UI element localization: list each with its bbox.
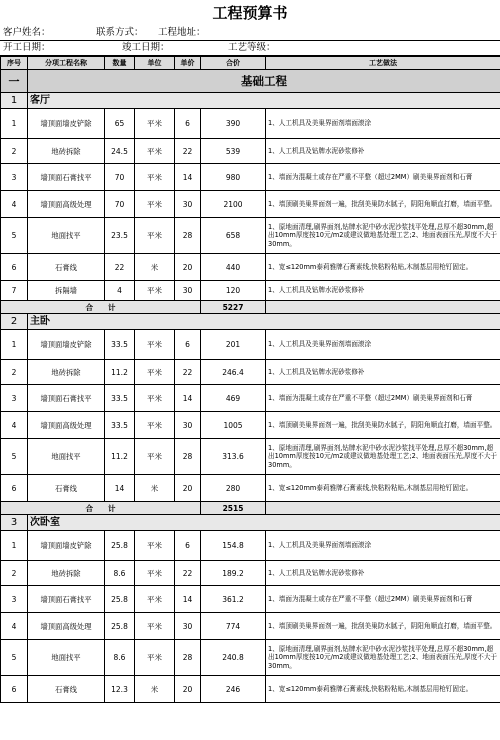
item-total: 280 [201, 475, 266, 502]
item-total: 440 [201, 254, 266, 281]
group-number: 3 [1, 515, 28, 531]
item-unit: 米 [135, 475, 175, 502]
item-total: 240.8 [201, 640, 266, 676]
item-unit: 米 [135, 254, 175, 281]
craft-level-label: 工艺等级： [228, 42, 276, 53]
group-header-row [1, 314, 500, 330]
row-number: 5 [1, 218, 28, 254]
subtotal-label: 合 计 [1, 301, 201, 314]
item-unit-price: 30 [175, 412, 201, 439]
table-row [1, 613, 500, 640]
row-number: 3 [1, 164, 28, 191]
table-row [1, 164, 500, 191]
item-total: 658 [201, 218, 266, 254]
row-number: 1 [1, 109, 28, 139]
item-unit: 平米 [135, 412, 175, 439]
item-name: 地砖拆除 [28, 360, 105, 385]
item-unit-price: 20 [175, 676, 201, 703]
item-unit: 平米 [135, 640, 175, 676]
group-number: 2 [1, 314, 28, 330]
column-header: 合价 [201, 57, 266, 70]
item-quantity: 25.8 [105, 531, 135, 561]
item-unit-price: 6 [175, 330, 201, 360]
item-total: 774 [201, 613, 266, 640]
subtotal-value: 2515 [201, 502, 266, 515]
row-number: 6 [1, 676, 28, 703]
item-quantity: 33.5 [105, 412, 135, 439]
group-name: 次卧室 [28, 515, 500, 531]
item-process: 1、墙面为混凝土或存在严重不平整（超过2MM）刷美巢界面剂和石膏 [266, 385, 500, 412]
item-process: 1、墙面为混凝土或存在严重不平整（超过2MM）刷美巢界面剂和石膏 [266, 586, 500, 613]
address-label: 工程地址： [158, 27, 206, 38]
item-total: 189.2 [201, 561, 266, 586]
item-process: 1、人工机具及钻牌水泥砂浆修补 [266, 561, 500, 586]
item-name: 地砖拆除 [28, 139, 105, 164]
item-name: 墙顶面石膏找平 [28, 586, 105, 613]
item-quantity: 8.6 [105, 561, 135, 586]
item-name: 石膏线 [28, 475, 105, 502]
item-quantity: 33.5 [105, 330, 135, 360]
item-unit-price: 20 [175, 475, 201, 502]
table-row [1, 531, 500, 561]
item-unit-price: 14 [175, 586, 201, 613]
item-name: 墙顶面石膏找平 [28, 385, 105, 412]
item-unit: 平米 [135, 586, 175, 613]
item-unit-price: 22 [175, 360, 201, 385]
row-number: 6 [1, 475, 28, 502]
item-total: 469 [201, 385, 266, 412]
item-unit-price: 22 [175, 139, 201, 164]
table-row [1, 475, 500, 502]
item-name: 拆隔墙 [28, 281, 105, 301]
group-header-row [1, 93, 500, 109]
item-quantity: 33.5 [105, 385, 135, 412]
item-quantity: 70 [105, 191, 135, 218]
section-title: 基础工程 [28, 70, 500, 93]
item-unit: 平米 [135, 439, 175, 475]
item-unit-price: 14 [175, 385, 201, 412]
item-unit-price: 28 [175, 640, 201, 676]
item-unit: 平米 [135, 139, 175, 164]
group-name: 客厅 [28, 93, 500, 109]
item-name: 墙顶面墙皮铲除 [28, 330, 105, 360]
group-name: 主卧 [28, 314, 500, 330]
item-unit: 平米 [135, 281, 175, 301]
item-unit-price: 28 [175, 439, 201, 475]
item-unit: 平米 [135, 218, 175, 254]
row-number: 7 [1, 281, 28, 301]
row-number: 2 [1, 139, 28, 164]
item-total: 2100 [201, 191, 266, 218]
column-header: 工艺做法 [266, 57, 500, 70]
item-quantity: 65 [105, 109, 135, 139]
item-unit-price: 28 [175, 218, 201, 254]
item-total: 539 [201, 139, 266, 164]
table-row [1, 640, 500, 676]
budget-table [0, 56, 500, 703]
table-row [1, 412, 500, 439]
item-quantity: 12.3 [105, 676, 135, 703]
row-number: 5 [1, 640, 28, 676]
item-unit-price: 6 [175, 109, 201, 139]
table-row [1, 191, 500, 218]
item-unit: 平米 [135, 330, 175, 360]
item-total: 1005 [201, 412, 266, 439]
section-row [1, 70, 500, 93]
table-header-row [1, 57, 500, 70]
row-number: 6 [1, 254, 28, 281]
item-process: 1、墙顶刷美巢界面剂一遍，批刮美巢防水腻子，阴阳角顺直打磨，墙面平整。 [266, 191, 500, 218]
item-quantity: 11.2 [105, 360, 135, 385]
row-number: 2 [1, 360, 28, 385]
item-quantity: 23.5 [105, 218, 135, 254]
item-process: 1、人工机具及美巢界面剂墙面滚涂 [266, 109, 500, 139]
item-process: 1、墙面为混凝土或存在严重不平整（超过2MM）刷美巢界面剂和石膏 [266, 164, 500, 191]
contact-label: 联系方式： [96, 27, 144, 38]
table-row [1, 561, 500, 586]
item-quantity: 14 [105, 475, 135, 502]
item-quantity: 25.8 [105, 586, 135, 613]
item-name: 地面找平 [28, 218, 105, 254]
item-process: 1、原地面清理,刷界面剂,钻牌水泥中砂水泥沙浆找平处理,总厚不超30mm,超出10mm厚度按10元/m2或建议做地基处理工艺;2、地面表面压光,厚度不大于30mm。 [266, 218, 500, 254]
table-row [1, 254, 500, 281]
item-quantity: 8.6 [105, 640, 135, 676]
item-name: 石膏线 [28, 676, 105, 703]
info-row-dates [0, 41, 500, 56]
item-name: 墙顶面高级处理 [28, 412, 105, 439]
subtotal-blank [266, 502, 500, 515]
item-quantity: 4 [105, 281, 135, 301]
item-unit: 平米 [135, 385, 175, 412]
info-row-customer [0, 26, 500, 41]
item-unit: 平米 [135, 561, 175, 586]
row-number: 1 [1, 330, 28, 360]
item-quantity: 22 [105, 254, 135, 281]
item-name: 墙顶面高级处理 [28, 191, 105, 218]
subtotal-row [1, 301, 500, 314]
item-process: 1、人工机具及美巢界面剂墙面滚涂 [266, 531, 500, 561]
item-unit-price: 30 [175, 191, 201, 218]
table-row [1, 439, 500, 475]
item-total: 390 [201, 109, 266, 139]
item-total: 120 [201, 281, 266, 301]
page-title: 工程预算书 [212, 4, 288, 22]
row-number: 2 [1, 561, 28, 586]
item-unit-price: 20 [175, 254, 201, 281]
section-number: 一 [1, 70, 28, 93]
item-unit-price: 30 [175, 613, 201, 640]
item-total: 361.2 [201, 586, 266, 613]
table-row [1, 281, 500, 301]
item-process: 1、原地面清理,刷界面剂,钻牌水泥中砂水泥沙浆找平处理,总厚不超30mm,超出10mm厚度按10元/m2或建议做地基处理工艺;2、地面表面压光,厚度不大于30mm。 [266, 439, 500, 475]
column-header: 单价 [175, 57, 201, 70]
item-process: 1、墙顶刷美巢界面剂一遍，批刮美巢防水腻子，阴阳角顺直打磨，墙面平整。 [266, 412, 500, 439]
table-row [1, 385, 500, 412]
item-unit: 平米 [135, 109, 175, 139]
item-total: 980 [201, 164, 266, 191]
table-row [1, 218, 500, 254]
table-row [1, 360, 500, 385]
item-unit-price: 30 [175, 281, 201, 301]
item-unit: 米 [135, 676, 175, 703]
item-unit-price: 22 [175, 561, 201, 586]
item-total: 154.8 [201, 531, 266, 561]
group-header-row [1, 515, 500, 531]
item-name: 墙顶面墙皮铲除 [28, 109, 105, 139]
item-unit-price: 14 [175, 164, 201, 191]
column-header: 数量 [105, 57, 135, 70]
item-process: 1、宽≤120mm泰莉雅牌石膏素线,快粘粉粘贴,木制基层用枪钉固定。 [266, 475, 500, 502]
item-name: 地面找平 [28, 439, 105, 475]
item-name: 墙顶面高级处理 [28, 613, 105, 640]
table-row [1, 676, 500, 703]
item-unit: 平米 [135, 531, 175, 561]
item-process: 1、墙顶刷美巢界面剂一遍，批刮美巢防水腻子，阴阳角顺直打磨，墙面平整。 [266, 613, 500, 640]
item-name: 地面找平 [28, 640, 105, 676]
table-row [1, 586, 500, 613]
row-number: 1 [1, 531, 28, 561]
item-process: 1、宽≤120mm泰莉雅牌石膏素线,快粘粉粘贴,木制基层用枪钉固定。 [266, 254, 500, 281]
item-name: 地砖拆除 [28, 561, 105, 586]
item-quantity: 11.2 [105, 439, 135, 475]
row-number: 5 [1, 439, 28, 475]
column-header: 分项工程名称 [28, 57, 105, 70]
subtotal-label: 合 计 [1, 502, 201, 515]
row-number: 4 [1, 613, 28, 640]
customer-name-label: 客户姓名： [3, 27, 51, 38]
item-process: 1、人工机具及钻牌水泥砂浆修补 [266, 139, 500, 164]
item-process: 1、人工机具及钻牌水泥砂浆修补 [266, 281, 500, 301]
item-quantity: 70 [105, 164, 135, 191]
column-header: 序号 [1, 57, 28, 70]
item-process: 1、宽≤120mm泰莉雅牌石膏素线,快粘粉粘贴,木制基层用枪钉固定。 [266, 676, 500, 703]
item-total: 246.4 [201, 360, 266, 385]
item-process: 1、人工机具及美巢界面剂墙面滚涂 [266, 330, 500, 360]
item-unit: 平米 [135, 164, 175, 191]
row-number: 3 [1, 385, 28, 412]
item-process: 1、原地面清理,刷界面剂,钻牌水泥中砂水泥沙浆找平处理,总厚不超30mm,超出10mm厚度按10元/m2或建议做地基处理工艺;2、地面表面压光,厚度不大于30mm。 [266, 640, 500, 676]
subtotal-value: 5227 [201, 301, 266, 314]
row-number: 4 [1, 412, 28, 439]
item-process: 1、人工机具及钻牌水泥砂浆修补 [266, 360, 500, 385]
item-unit: 平米 [135, 191, 175, 218]
group-number: 1 [1, 93, 28, 109]
item-unit: 平米 [135, 613, 175, 640]
item-unit: 平米 [135, 360, 175, 385]
item-name: 墙顶面墙皮铲除 [28, 531, 105, 561]
item-quantity: 25.8 [105, 613, 135, 640]
item-total: 313.6 [201, 439, 266, 475]
item-name: 墙顶面石膏找平 [28, 164, 105, 191]
item-quantity: 24.5 [105, 139, 135, 164]
column-header: 单位 [135, 57, 175, 70]
item-total: 201 [201, 330, 266, 360]
subtotal-blank [266, 301, 500, 314]
table-row [1, 330, 500, 360]
table-row [1, 109, 500, 139]
item-name: 石膏线 [28, 254, 105, 281]
subtotal-row [1, 502, 500, 515]
start-date-label: 开工日期： [3, 42, 51, 53]
row-number: 4 [1, 191, 28, 218]
table-row [1, 139, 500, 164]
end-date-label: 竣工日期： [122, 42, 170, 53]
item-total: 246 [201, 676, 266, 703]
item-unit-price: 6 [175, 531, 201, 561]
row-number: 3 [1, 586, 28, 613]
